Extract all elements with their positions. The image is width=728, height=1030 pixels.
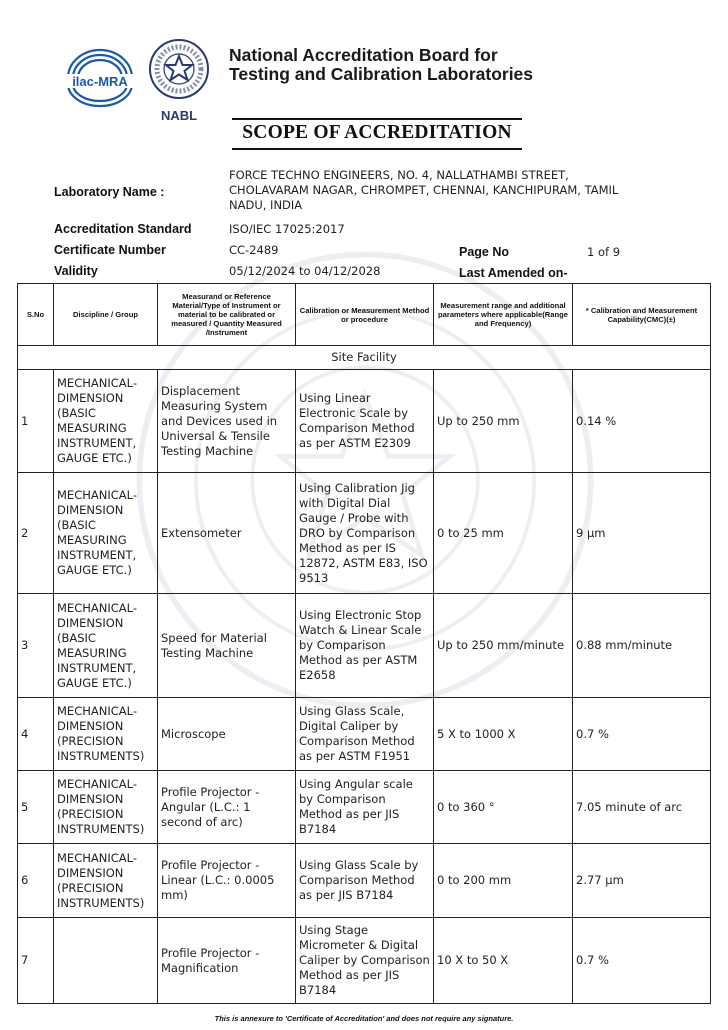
row-discipline: MECHANICAL- DIMENSION (PRECISION INSTRUMENTS): [54, 844, 158, 918]
row-measurand: Profile Projector - Linear (L.C.: 0.0005 mm): [158, 844, 296, 918]
row-range: Up to 250 mm/minute: [434, 594, 573, 698]
row-range: 0 to 25 mm: [434, 473, 573, 594]
table-row: [18, 844, 711, 918]
row-measurand: Profile Projector - Angular (L.C.: 1 second of arc): [158, 771, 296, 844]
row-sno: 3: [18, 594, 54, 698]
row-range: Up to 250 mm: [434, 370, 573, 473]
org-title: [229, 46, 629, 84]
row-discipline: MECHANICAL- DIMENSION (BASIC MEASURING INSTRUMENT, GAUGE ETC.): [54, 594, 158, 698]
last-amended-label: [459, 266, 568, 280]
row-method: Using Electronic Stop Watch & Linear Scale by Comparison Method as per ASTM E2658: [296, 594, 434, 698]
header-discipline: Discipline / Group: [54, 284, 158, 346]
certificate-number-value: CC-2489: [229, 243, 279, 257]
laboratory-name-line1: FORCE TECHNO ENGINEERS, NO. 4, NALLATHAMBI STREET,: [229, 168, 569, 182]
row-method: Using Calibration Jig with Digital Dial Gauge / Probe with DRO by Comparison Method as per IS 12872, ASTM E83, ISO 9513: [296, 473, 434, 594]
header-cmc: * Calibration and Measurement Capability(CMC)(±): [573, 284, 711, 346]
laboratory-name-value: [229, 168, 699, 213]
header-measurand: Measurand or Reference Material/Type of Instrument or material to be calibrated or measured / Quantity Measured /Instrument: [158, 284, 296, 346]
page-number-value: 1 of 9: [587, 245, 621, 259]
row-sno: 2: [18, 473, 54, 594]
row-sno: 4: [18, 698, 54, 771]
row-cmc: 0.14 %: [573, 370, 711, 473]
accreditation-standard-label: Accreditation Standard: [54, 222, 192, 236]
facility-label: Site Facility: [18, 346, 711, 370]
row-discipline: MECHANICAL- DIMENSION (PRECISION INSTRUMENTS): [54, 698, 158, 771]
table-row: [18, 918, 711, 1004]
ilac-mra-logo-icon: [60, 38, 140, 108]
validity-value: 05/12/2024 to 04/12/2028: [229, 264, 381, 278]
row-cmc: 7.05 minute of arc: [573, 771, 711, 844]
row-range: 10 X to 50 X: [434, 918, 573, 1004]
scope-title-top-rule: [232, 118, 522, 120]
row-method: Using Stage Micrometer & Digital Caliper by Comparison Method as per JIS B7184: [296, 918, 434, 1004]
table-row: [18, 771, 711, 844]
last-amended-label-text: Last Amended on: [459, 266, 564, 280]
row-range: 0 to 200 mm: [434, 844, 573, 918]
row-discipline: MECHANICAL- DIMENSION (BASIC MEASURING INSTRUMENT, GAUGE ETC.): [54, 370, 158, 473]
table-row: [18, 473, 711, 594]
row-range: 0 to 360 °: [434, 771, 573, 844]
laboratory-name-line3: NADU, INDIA: [229, 198, 303, 212]
row-method: Using Linear Electronic Scale by Comparison Method as per ASTM E2309: [296, 370, 434, 473]
table-row: [18, 698, 711, 771]
row-discipline: MECHANICAL- DIMENSION (PRECISION INSTRUMENTS): [54, 771, 158, 844]
org-title-line1: National Accreditation Board for: [229, 45, 498, 65]
org-title-line2: Testing and Calibration Laboratories: [229, 64, 534, 84]
facility-row: [18, 346, 711, 370]
laboratory-name-line2: CHOLAVARAM NAGAR, CHROMPET, CHENNAI, KANCHIPURAM, TAMIL: [229, 183, 619, 197]
row-range: 5 X to 1000 X: [434, 698, 573, 771]
row-cmc: 0.7 %: [573, 698, 711, 771]
validity-label: Validity: [54, 264, 98, 278]
row-measurand: Displacement Measuring System and Devices used in Universal & Tensile Testing Machine: [158, 370, 296, 473]
scope-table: [17, 283, 711, 1004]
ilac-logo-text: ilac-MRA: [72, 74, 128, 89]
last-amended-value: -: [563, 266, 568, 280]
footer-note: This is annexure to 'Certificate of Accreditation' and does not require any signature.: [214, 1014, 514, 1023]
row-discipline: [54, 918, 158, 1004]
row-discipline: MECHANICAL- DIMENSION (BASIC MEASURING INSTRUMENT, GAUGE ETC.): [54, 473, 158, 594]
header-method: Calibration or Measurement Method or procedure: [296, 284, 434, 346]
row-sno: 6: [18, 844, 54, 918]
header-sno: S.No: [18, 284, 54, 346]
row-method: Using Glass Scale, Digital Caliper by Comparison Method as per ASTM F1951: [296, 698, 434, 771]
nabl-logo-text: NABL: [160, 108, 198, 123]
header-range: Measurement range and additional parameters where applicable(Range and Frequency): [434, 284, 573, 346]
scope-title-bottom-rule: [232, 148, 522, 150]
row-cmc: 0.7 %: [573, 918, 711, 1004]
nabl-seal-logo-icon: [146, 36, 212, 124]
accreditation-standard-value: ISO/IEC 17025:2017: [229, 222, 345, 236]
row-sno: 7: [18, 918, 54, 1004]
row-measurand: Microscope: [158, 698, 296, 771]
row-method: Using Glass Scale by Comparison Method as per JIS B7184: [296, 844, 434, 918]
laboratory-name-label: Laboratory Name :: [54, 185, 165, 199]
row-method: Using Angular scale by Comparison Method as per JIS B7184: [296, 771, 434, 844]
row-sno: 1: [18, 370, 54, 473]
table-row: [18, 370, 711, 473]
row-measurand: Extensometer: [158, 473, 296, 594]
table-header-row: [18, 284, 711, 346]
certificate-number-label: Certificate Number: [54, 243, 166, 257]
row-cmc: 0.88 mm/minute: [573, 594, 711, 698]
scope-title: SCOPE OF ACCREDITATION: [242, 122, 512, 143]
row-sno: 5: [18, 771, 54, 844]
row-measurand: Speed for Material Testing Machine: [158, 594, 296, 698]
table-row: [18, 594, 711, 698]
row-cmc: 2.77 µm: [573, 844, 711, 918]
row-measurand: Profile Projector - Magnification: [158, 918, 296, 1004]
page-number-label: Page No: [459, 245, 510, 259]
row-cmc: 9 µm: [573, 473, 711, 594]
